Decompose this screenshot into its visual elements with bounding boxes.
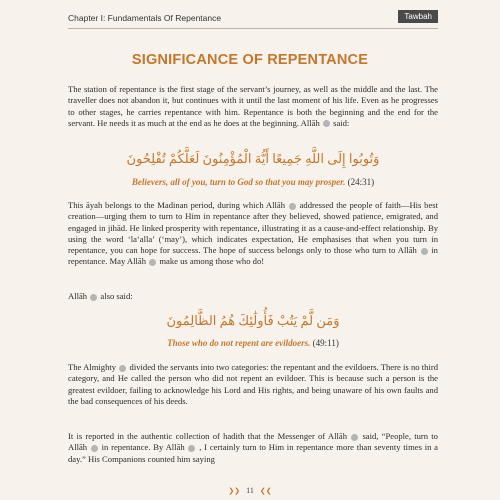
arabic-verse-2: وَمَن لَّمْ يَتُبْ فَأُولَٰئِكَ هُمُ الظَّالِمُونَ xyxy=(166,313,340,328)
paragraph-hadith: It is reported in the authentic collection of hadith that the Messenger of Allāh said, “People, turn to Allāh in repentance. By Allāh , I certainly turn to Him in repentance more than seventy times in a day.” His Companions counted him saying xyxy=(68,431,438,464)
honorific-icon xyxy=(90,294,97,301)
running-header xyxy=(68,10,438,29)
ornament-right-icon: ❮❮ xyxy=(259,487,272,495)
honorific-icon xyxy=(289,203,296,210)
page-number: 11 xyxy=(246,486,254,495)
arabic-verse-1: وَتُوبُوا إِلَى اللَّهِ جَمِيعًا أَيُّهَ الْمُؤْمِنُونَ لَعَلَّكُمْ تُفْلِحُونَ xyxy=(126,151,380,166)
honorific-icon xyxy=(91,445,98,452)
honorific-icon xyxy=(188,445,195,452)
paragraph-also-said: Allāh also said: xyxy=(68,291,133,301)
honorific-icon xyxy=(323,120,330,127)
section-tag: Tawbah xyxy=(398,10,438,23)
paragraph-commentary: This āyah belongs to the Madinan period, during which Allāh addressed the people of faith—His best creation—urging them to turn to Him in repentance after they believed, showed patience, emigrated, and engaged in jihād. He linked prosperity with repentance, illustrating it as a cause-and-effect relationship. By using the word ‘la‘alla’ (‘may’), which indicates expectation, He emphasises that when you turn in repentance, you can hope for success. The hope of success belongs only to those who turn to Allāh in repentance. May Allāh make us among those who do! xyxy=(68,200,438,267)
honorific-icon xyxy=(149,259,156,266)
ornament-left-icon: ❯❯ xyxy=(228,487,241,495)
honorific-icon xyxy=(351,434,358,441)
paragraph-intro: The station of repentance is the first stage of the servant’s journey, as well as the middle and the last. The traveller does not abandon it, but continues with it until the last moment of his life. Even as he progresses to other stages, he carries repentance with him. Repentance is both the beginning and the end for the servant. He needs it as much at the end as he does at the beginning. Allāh said: xyxy=(68,84,438,128)
honorific-icon xyxy=(119,365,126,372)
chapter-title: Chapter I: Fundamentals Of Repentance xyxy=(68,13,222,23)
honorific-icon xyxy=(421,248,428,255)
page-footer xyxy=(0,486,500,495)
verse-translation-1: Believers, all of you, turn to God so that you may prosper. (24:31) xyxy=(131,177,375,187)
verse-translation-2: Those who do not repent are evildoers. (49:11) xyxy=(167,338,339,348)
paragraph-categories: The Almighty divided the servants into two categories: the repentant and the evildoers. There is no third category, and He called the person who did not repent an evildoer. This is because such a person is the greatest evildoer, failing to acknowledge his Lord and His rights, and being unaware of his own faults and the bad consequences of his deeds. xyxy=(68,362,439,406)
section-heading: SIGNIFICANCE OF REPENTANCE xyxy=(131,52,369,68)
